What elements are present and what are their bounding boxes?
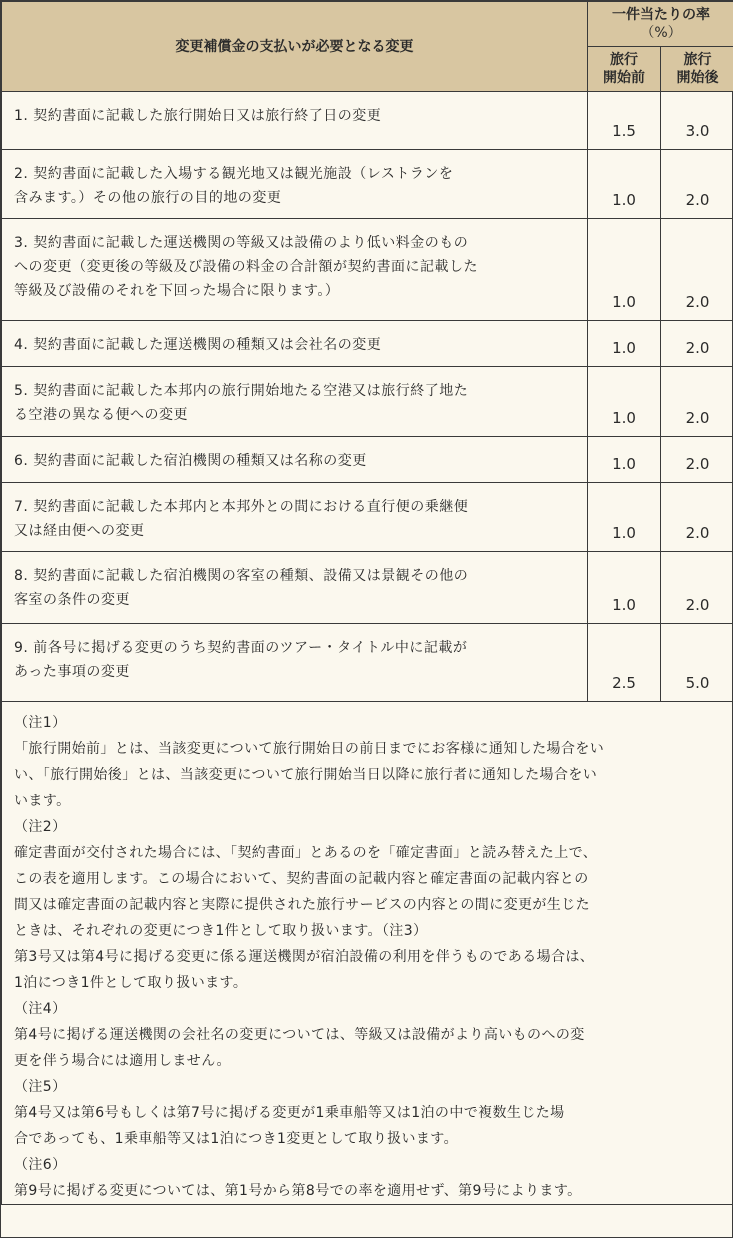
description-line: 4. 契約書面に記載した運送機関の種類又は会社名の変更	[14, 337, 382, 353]
rate-before-start: 1.0	[588, 552, 661, 624]
rate-after-start: 3.0	[661, 92, 733, 150]
compensation-table	[1, 1, 733, 1205]
rate-after-start: 2.0	[661, 367, 733, 437]
table-row	[2, 219, 733, 321]
note-line: 第3号又は第4号に掲げる変更に係る運送機関が宿泊設備の利用を伴うものである場合は、	[14, 949, 595, 965]
header-before-line2: 開始前	[603, 70, 645, 86]
description-line: あった事項の変更	[14, 664, 130, 680]
table-row	[2, 92, 733, 150]
note-line: ときは、それぞれの変更につき1件として取り扱います。（注3）	[14, 923, 428, 939]
rate-before-start: 1.0	[588, 321, 661, 367]
rate-before-start: 2.5	[588, 624, 661, 702]
description-line: 2. 契約書面に記載した入場する観光地又は観光施設（レストランを	[14, 166, 454, 182]
description-line: への変更（変更後の等級及び設備の料金の合計額が契約書面に記載した	[14, 259, 478, 275]
header-before-line1: 旅行	[610, 52, 638, 68]
note-line: 第4号に掲げる運送機関の会社名の変更については、等級又は設備がより高いものへの変	[14, 1027, 585, 1043]
rate-before-start: 1.0	[588, 219, 661, 321]
change-description	[2, 321, 588, 367]
header-after-start	[661, 47, 733, 92]
description-line: 3. 契約書面に記載した運送機関の等級又は設備のより低い料金のもの	[14, 235, 469, 251]
note-line: この表を適用します。この場合において、契約書面の記載内容と確定書面の記載内容との	[14, 871, 589, 887]
rate-after-start: 2.0	[661, 150, 733, 219]
note-line: 第9号に掲げる変更については、第1号から第8号での率を適用せず、第9号によります。	[14, 1183, 582, 1199]
description-line: 6. 契約書面に記載した宿泊機関の種類又は名称の変更	[14, 453, 367, 469]
rate-after-start: 2.0	[661, 321, 733, 367]
description-line: 9. 前各号に掲げる変更のうち契約書面のツアー・タイトル中に記載が	[14, 640, 468, 656]
note-heading: （注1）	[14, 715, 67, 731]
note-heading: （注4）	[14, 1001, 67, 1017]
header-rate	[588, 2, 733, 47]
note-line: い、「旅行開始後」とは、当該変更について旅行開始当日以降に旅行者に通知した場合をい	[14, 767, 598, 783]
table-row	[2, 552, 733, 624]
note-line: 確定書面が交付された場合には、「契約書面」とあるのを「確定書面」と読み替えた上で、	[14, 845, 598, 861]
change-description	[2, 624, 588, 702]
rate-before-start: 1.0	[588, 150, 661, 219]
note-heading: （注2）	[14, 819, 67, 835]
table-row	[2, 483, 733, 552]
notes-cell	[2, 702, 733, 1205]
note-line: 「旅行開始前」とは、当該変更について旅行開始日の前日までにお客様に通知した場合をい	[14, 741, 605, 757]
description-line: 含みます。）その他の旅行の目的地の変更	[14, 190, 282, 206]
note-line: 更を伴う場合には適用しません。	[14, 1053, 231, 1069]
header-after-line1: 旅行	[683, 52, 712, 68]
table-row	[2, 437, 733, 483]
note-line: います。	[14, 793, 71, 809]
note-line: 1泊につき1件として取り扱います。	[14, 975, 248, 991]
rate-before-start: 1.0	[588, 483, 661, 552]
change-description	[2, 150, 588, 219]
header-before-start	[588, 47, 661, 92]
table-row	[2, 624, 733, 702]
description-line: 1. 契約書面に記載した旅行開始日又は旅行終了日の変更	[14, 108, 382, 124]
table-row	[2, 367, 733, 437]
description-line: る空港の異なる便への変更	[14, 407, 188, 423]
description-line: 等級及び設備のそれを下回った場合に限ります。）	[14, 283, 340, 299]
note-heading: （注5）	[14, 1079, 67, 1095]
description-line: 客室の条件の変更	[14, 592, 130, 608]
rate-after-start: 2.0	[661, 552, 733, 624]
note-line: 間又は確定書面の記載内容と実際に提供された旅行サービスの内容との間に変更が生じた	[14, 897, 590, 913]
change-description	[2, 483, 588, 552]
description-line: 8. 契約書面に記載した宿泊機関の客室の種類、設備又は景観その他の	[14, 568, 469, 584]
header-change-type: 変更補償金の支払いが必要となる変更	[2, 2, 588, 92]
table-row	[2, 150, 733, 219]
rate-before-start: 1.0	[588, 437, 661, 483]
change-description	[2, 92, 588, 150]
header-rate-title: 一件当たりの率	[612, 7, 710, 23]
description-line: 5. 契約書面に記載した本邦内の旅行開始地たる空港又は旅行終了地た	[14, 383, 469, 399]
note-line: 第4号又は第6号もしくは第7号に掲げる変更が1乗車船等又は1泊の中で複数生じた場	[14, 1105, 565, 1121]
rate-after-start: 2.0	[661, 437, 733, 483]
header-after-line2: 開始後	[676, 70, 719, 86]
rate-before-start: 1.0	[588, 367, 661, 437]
rate-before-start: 1.5	[588, 92, 661, 150]
rate-after-start: 2.0	[661, 219, 733, 321]
change-description	[2, 367, 588, 437]
change-description	[2, 219, 588, 321]
rate-after-start: 2.0	[661, 483, 733, 552]
header-rate-unit: （%）	[640, 25, 682, 41]
table-row	[2, 321, 733, 367]
note-heading: （注6）	[14, 1157, 67, 1173]
description-line: 7. 契約書面に記載した本邦内と本邦外との間における直行便の乗継便	[14, 499, 469, 515]
rate-after-start: 5.0	[661, 624, 733, 702]
description-line: 又は経由便への変更	[14, 523, 145, 539]
note-line: 合であっても、1乗車船等又は1泊につき1変更として取り扱います。	[14, 1131, 458, 1147]
change-description	[2, 552, 588, 624]
change-description	[2, 437, 588, 483]
